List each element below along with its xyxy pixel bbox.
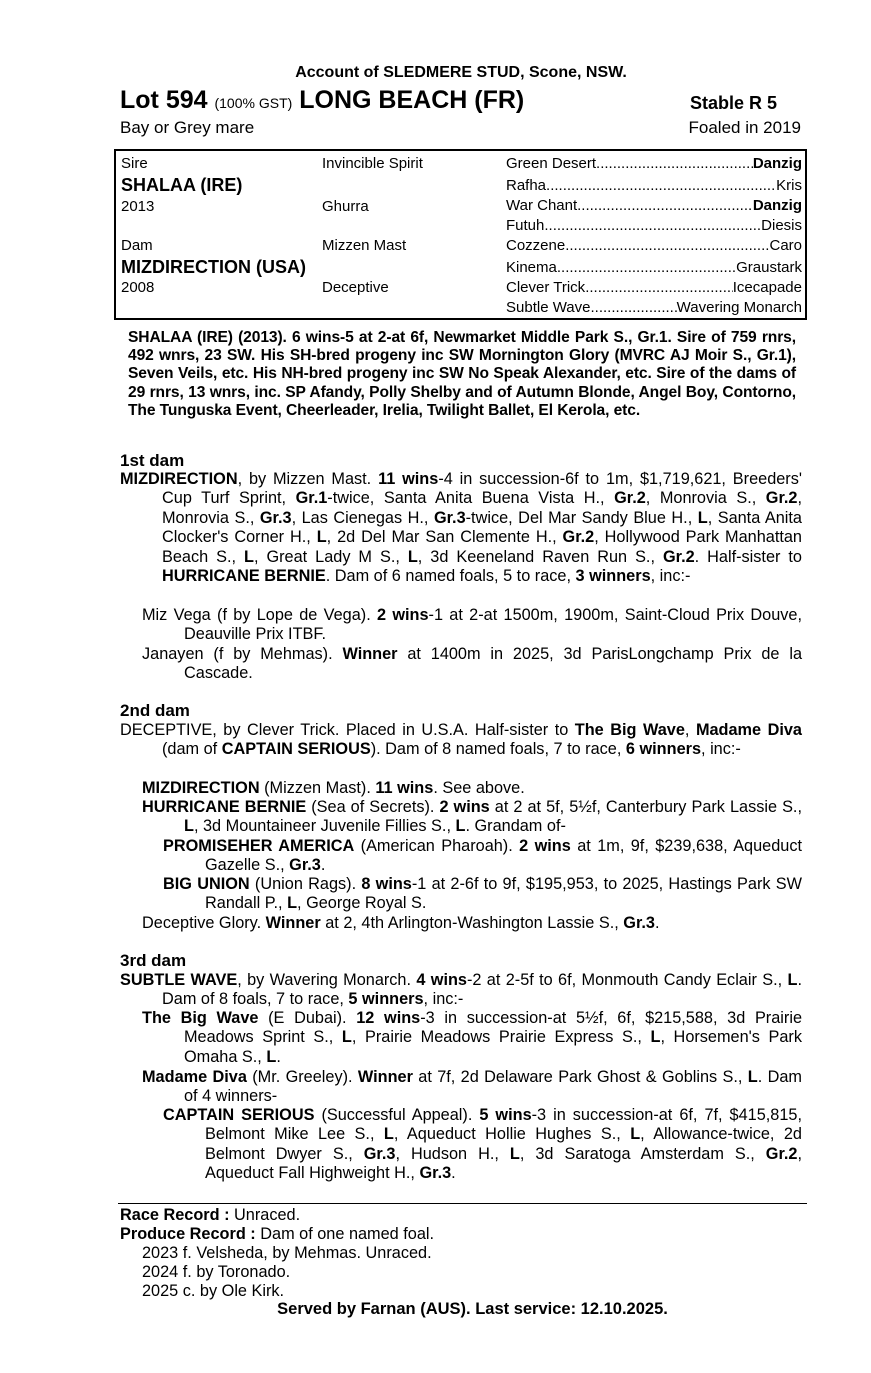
gen3-sire: Danzig — [752, 155, 802, 172]
first-dam-text: MIZDIRECTION, by Mizzen Mast. 11 wins-4 in succession-6f to 1m, $1,719,621, Breeders' Cup Turf Sprint, Gr.1-twice, Santa Anita Buena Vista H., Gr.2, Monrovia S., Gr.2, Monrovia S., Gr.3, Las Cienegas H., Gr.3-twice, Del Mar Sandy Blue H., L, Santa Anita Clocker's Corner H., L, 2d Del Mar San Clemente H., Gr.2, Hollywood Park Manhattan Beach S., L, Great Lady M S., L, 3d Keeneland Raven Run S., Gr.2. Half-sister to HURRICANE BERNIE. Dam of 6 named foals, 5 to race, 3 winners, inc:- — [120, 470, 803, 586]
gen3-row — [506, 259, 802, 276]
gen3-name: Subtle Wave — [506, 299, 591, 316]
gen3-name: Futuh — [506, 217, 545, 234]
gen3-sire: Diesis — [761, 217, 802, 234]
gen3-name: Kinema — [506, 259, 557, 276]
gen3-name: Clever Trick — [506, 279, 586, 296]
produce-record-item: 2025 c. by Ole Kirk. — [142, 1282, 285, 1300]
gen3-name: Rafha — [506, 177, 547, 194]
first-dam-heading: 1st dam — [120, 451, 185, 470]
race-record-label: Race Record : — [120, 1206, 230, 1224]
gst-note: (100% GST) — [214, 95, 293, 111]
gen3-sire: Icecapade — [732, 279, 802, 296]
gen3-row — [506, 299, 802, 316]
service-note: Served by Farnan (AUS). Last service: 12.10.2025. — [277, 1300, 668, 1318]
produce-record-item: 2023 f. Velsheda, by Mehmas. Unraced. — [142, 1244, 432, 1262]
gen2-dam-sire: Mizzen Mast — [322, 237, 407, 254]
gen3-row — [506, 217, 802, 234]
gen3-row — [506, 237, 802, 254]
colour-sex: Bay or Grey mare — [120, 118, 255, 137]
dam-label: Dam — [121, 237, 153, 254]
produce-item: The Big Wave (E Dubai). 12 wins-3 in succession-at 5½f, 6f, $215,588, 3d Prairie Meadows Sprint S., L, Prairie Meadows Prairie Express S., L, Horsemen's Park Omaha S., L. — [142, 1009, 802, 1066]
sire-year: 2013 — [121, 198, 155, 215]
divider — [118, 1203, 807, 1204]
sire-label: Sire — [121, 155, 148, 172]
gen3-row — [506, 155, 802, 172]
sire-summary: SHALAA (IRE) (2013). 6 wins-5 at 2-at 6f, Newmarket Middle Park S., Gr.1. Sire of 759 rnrs, 492 wnrs, 23 SW. His SH-bred progeny inc SW Mornington Glory (MVRC AJ Moir S., Gr.1), Seven Veils, etc. His NH-bred progeny inc SW No Speak Alexander, etc. Sire of the dams of 29 rnrs, 13 wnrs, inc. SP Afandy, Polly Shelby and of Autumn Blonde, Angel Boy, Contorno, The Tunguska Event, Cheerleader, Irelia, Twilight Ballet, El Kerola, etc. — [128, 329, 796, 419]
lot-title — [120, 86, 524, 115]
third-dam-text: SUBTLE WAVE, by Wavering Monarch. 4 wins-2 at 2-5f to 6f, Monmouth Candy Eclair S., L. Dam of 8 foals, 7 to race, 5 winners, inc:- — [120, 971, 802, 1009]
grand-produce-item: CAPTAIN SERIOUS (Successful Appeal). 5 wins-3 in succession-at 6f, 7f, $415,815, Belmont Mike Lee S., L, Aqueduct Hollie Hughes S., L, Allowance-twice, 2d Belmont Dwyer S., Gr.3, Hudson H., L, 3d Saratoga Amsterdam S., Gr.2, Aqueduct Fall Highweight H., Gr.3. — [163, 1106, 802, 1183]
gen3-row — [506, 279, 802, 296]
produce-item: MIZDIRECTION (Mizzen Mast). 11 wins. See above. — [142, 779, 525, 797]
gen3-sire: Kris — [776, 177, 802, 194]
gen3-sire: Caro — [769, 237, 802, 254]
produce-item: Deceptive Glory. Winner at 2, 4th Arlington-Washington Lassie S., Gr.3. — [142, 914, 660, 932]
lot-number: Lot 594 — [120, 86, 208, 114]
gen2-sire-dam: Ghurra — [322, 198, 369, 215]
gen3-name: Green Desert — [506, 155, 597, 172]
gen3-sire: Danzig — [752, 197, 802, 214]
produce-item: Miz Vega (f by Lope de Vega). 2 wins-1 at 2-at 1500m, 1900m, Saint-Cloud Prix Douve, Deauville Prix ITBF. — [142, 606, 802, 644]
race-record — [120, 1206, 300, 1225]
foaled-year: Foaled in 2019 — [688, 118, 801, 137]
race-record-value: Unraced. — [234, 1206, 301, 1224]
produce-record-value: Dam of one named foal. — [260, 1225, 435, 1243]
gen3-row — [506, 177, 802, 194]
gen2-dam-dam: Deceptive — [322, 279, 389, 296]
stable-label: Stable R 5 — [690, 93, 778, 113]
produce-record-item: 2024 f. by Toronado. — [142, 1263, 291, 1281]
gen3-name: Cozzene — [506, 237, 566, 254]
dam-name: MIZDIRECTION (USA) — [121, 257, 306, 277]
sire-name: SHALAA (IRE) — [121, 175, 243, 195]
grand-produce-item: PROMISEHER AMERICA (American Pharoah). 2 wins at 1m, 9f, $239,638, Aqueduct Gazelle S., Gr.3. — [163, 837, 802, 875]
produce-item: Madame Diva (Mr. Greeley). Winner at 7f, 2d Delaware Park Ghost & Goblins S., L. Dam of 4 winners- — [142, 1068, 802, 1106]
grand-produce-item: BIG UNION (Union Rags). 8 wins-1 at 2-6f to 9f, $195,953, to 2025, Hastings Park SW Randall P., L, George Royal S. — [163, 875, 802, 913]
produce-record — [120, 1225, 434, 1244]
produce-record-label: Produce Record : — [120, 1225, 256, 1243]
vendor-account: Account of SLEDMERE STUD, Scone, NSW. — [295, 64, 627, 81]
produce-item: HURRICANE BERNIE (Sea of Secrets). 2 wins at 2 at 5f, 5½f, Canterbury Park Lassie S., L, 3d Mountaineer Juvenile Fillies S., L. Grandam of- — [142, 798, 802, 836]
gen3-row — [506, 197, 802, 214]
horse-name: LONG BEACH (FR) — [299, 86, 525, 114]
produce-item: Janayen (f by Mehmas). Winner at 1400m in 2025, 3d ParisLongchamp Prix de la Cascade. — [142, 645, 802, 683]
pedigree-table — [114, 149, 807, 320]
gen3-sire: Graustark — [736, 259, 802, 276]
third-dam-heading: 3rd dam — [120, 951, 187, 970]
second-dam-text: DECEPTIVE, by Clever Trick. Placed in U.S.A. Half-sister to The Big Wave, Madame Diva (dam of CAPTAIN SERIOUS). Dam of 8 named foals, 7 to race, 6 winners, inc:- — [120, 721, 802, 759]
gen3-name: War Chant — [506, 197, 578, 214]
gen3-sire: Wavering Monarch — [676, 299, 802, 316]
second-dam-heading: 2nd dam — [120, 701, 190, 720]
gen2-sire-sire: Invincible Spirit — [322, 155, 423, 172]
dam-year: 2008 — [121, 279, 155, 296]
